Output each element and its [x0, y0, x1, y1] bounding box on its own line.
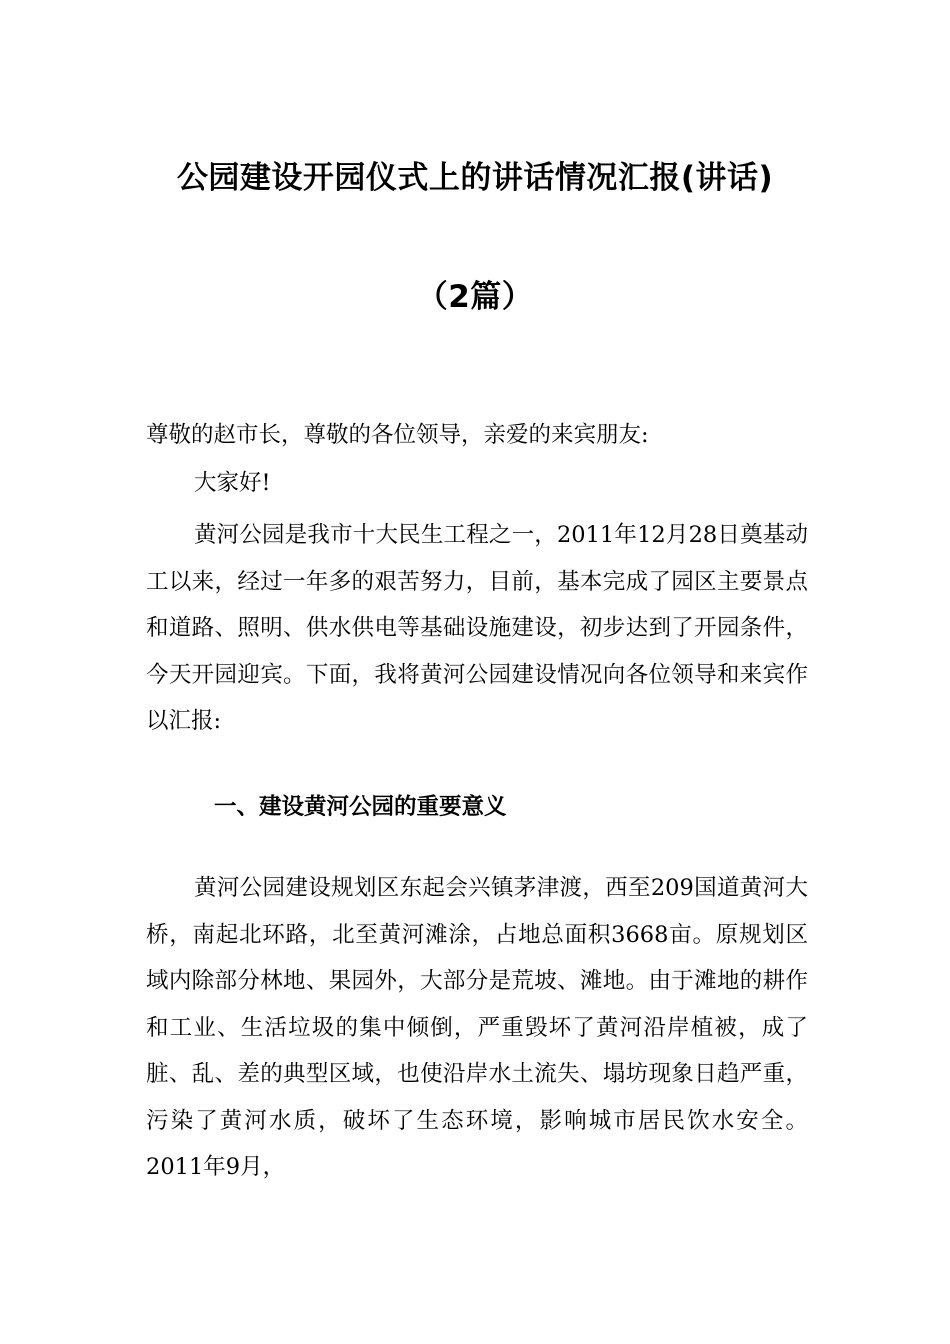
paragraph-section1: 黄河公园建设规划区东起会兴镇茅津渡，西至209国道黄河大桥，南起北环路，北至黄河滩涂，占地总面积3668亩。原规划区域内除部分林地、果园外，大部分是荒坡、滩地。由于滩地的耕作和工业、生活垃圾的集中倾倒，严重毁坏了黄河沿岸植被，成了脏、乱、差的典型区域，也使沿岸水土流失、塌坊现象日趋严重，污染了黄河水质，破坏了生态环境，影响城市居民饮水安全。2011年9月，: [146, 875, 808, 1180]
paragraph-intro: 黄河公园是我市十大民生工程之一，2011年12月28日奠基动工以来，经过一年多的艰苦努力，目前，基本完成了园区主要景点和道路、照明、供水供电等基础设施建设，初步达到了开园条件，今天开园迎宾。下面，我将黄河公园建设情况向各位领导和来宾作以汇报:: [146, 522, 808, 734]
salutation: 尊敬的赵市长，尊敬的各位领导，亲爱的来宾朋友:: [146, 422, 649, 448]
greeting-line: 大家好!: [194, 470, 271, 496]
section-heading: 一、建设黄河公园的重要意义: [214, 794, 507, 820]
document-title: 公园建设开园仪式上的讲话情况汇报(讲话): [176, 160, 774, 196]
document-subtitle-count: （2篇）: [416, 279, 534, 315]
